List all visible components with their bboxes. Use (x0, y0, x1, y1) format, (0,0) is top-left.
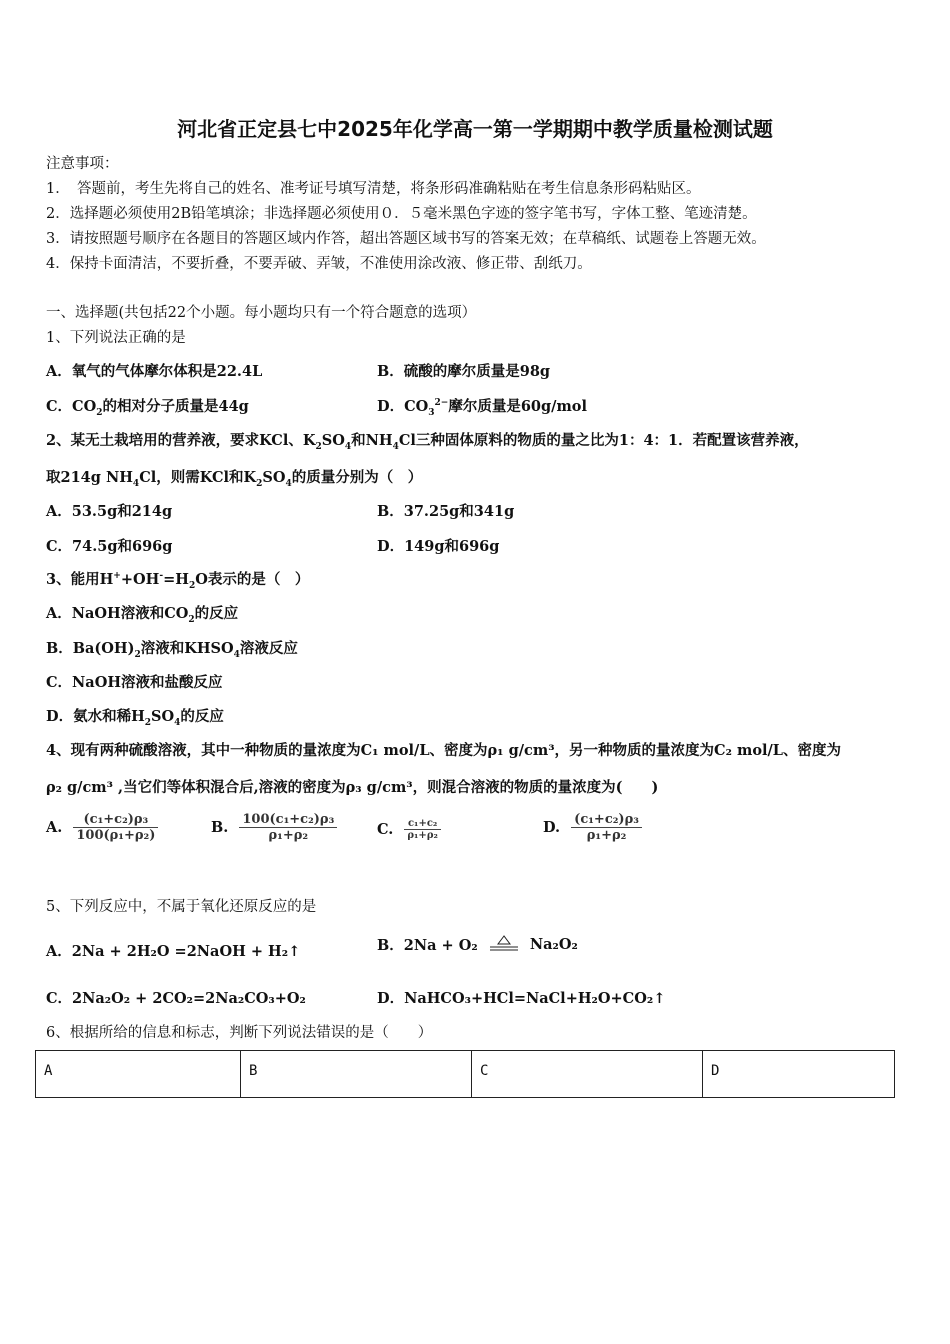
q1-option-d: D．$CO_3^{2-}$摩尔质量是60g/mol (377, 398, 587, 418)
notice-item: 1． 答题前，考生先将自己的姓名、准考证号填写清楚，将条形码准确粘贴在考生信息条形码粘贴区。 (46, 181, 701, 197)
q2-option-d: D．149g和696g (377, 538, 500, 555)
q6-table (35, 1050, 895, 1098)
q4-stem-line2: ρ₂ g/cm³ ,当它们等体积混合后,溶液的密度为ρ₃ g/cm³，则混合溶液的物质的量浓度为( ) (46, 779, 659, 796)
q3-option-a: A．NaOH溶液和$CO_2$的反应 (46, 605, 239, 625)
q5-option-c: C．2Na₂O₂ + 2CO₂=2Na₂CO₃+O₂ (46, 990, 306, 1007)
table-cell-a: A (36, 1051, 241, 1098)
q5-option-b: B．2Na + O₂ Na₂O₂ (377, 936, 578, 954)
fraction: $\frac{\text{(c₁+c₂)ρ₃}}{\text{ρ₁+ρ₂}}$ (571, 812, 642, 843)
q3-option-c: C．NaOH溶液和盐酸反应 (46, 674, 223, 691)
q6-stem: 6、根据所给的信息和标志，判断下列说法错误的是（ ） (46, 1025, 433, 1041)
q3-option-b: B．$Ba(OH)_2$溶液和$KHSO_4$溶液反应 (46, 640, 298, 660)
notice-heading: 注意事项： (46, 156, 119, 172)
q4-option-a: A. $\frac{\text{(c₁+c₂)ρ₃}}{\text{100(ρ₁+ρ₂)}}$ (46, 812, 158, 843)
q2-option-b: B．37.25g和341g (377, 503, 515, 520)
q5-option-d: D．NaHCO₃+HCl=NaCl+H₂O+CO₂↑ (377, 990, 666, 1007)
q1-option-b: B．硫酸的摩尔质量是98g (377, 363, 551, 380)
q2-option-c: C．74.5g和696g (46, 538, 173, 555)
q5-stem: 5、下列反应中，不属于氧化还原反应的是 (46, 899, 317, 915)
table-cell-c: C (472, 1051, 703, 1098)
q2-stem-line2: 取214g $NH_4Cl$，则需KCl和$K_2SO_4$的质量分别为（ ） (46, 469, 423, 489)
fraction: $\frac{\text{c₁+c₂}}{\text{ρ₁+ρ₂}}$ (404, 818, 440, 841)
table-row (36, 1051, 895, 1098)
q1-option-c: C．$CO_2$的相对分子质量是44g (46, 398, 249, 418)
q4-option-d: D. $\frac{\text{(c₁+c₂)ρ₃}}{\text{ρ₁+ρ₂}}$ (543, 812, 642, 843)
fraction: $\frac{\text{(c₁+c₂)ρ₃}}{\text{100(ρ₁+ρ₂)}}$ (73, 812, 158, 843)
notice-item: 2．选择题必须使用2B铅笔填涂；非选择题必须使用０．５毫米黑色字迹的签字笔书写，字体工整、笔迹清楚。 (46, 206, 757, 222)
q2-stem-line1: 2、某无土栽培用的营养液，要求KCl、$K_2SO_4$和$NH_4Cl$三种固体原料的物质的量之比为1：4：1．若配置该营养液， (46, 432, 809, 452)
fraction: $\frac{\text{100(c₁+c₂)ρ₃}}{\text{ρ₁+ρ₂}}$ (239, 812, 337, 843)
q3-option-d: D．氨水和稀$H_2SO_4$的反应 (46, 708, 224, 728)
q4-stem-line1: 4、现有两种硫酸溶液，其中一种物质的量浓度为C₁ mol/L、密度为ρ₁ g/cm³，另一种物质的量浓度为C₂ mol/L、密度为 (46, 742, 841, 759)
q5-option-a: A．2Na + 2H₂O =2NaOH + H₂↑ (46, 943, 301, 960)
q1-option-a: A．氧气的气体摩尔体积是22.4L (46, 363, 263, 380)
q3-stem: 3、能用$H^++OH^-=H_2O$表示的是（ ） (46, 571, 310, 591)
notice-item: 3．请按照题号顺序在各题目的答题区域内作答，超出答题区域书写的答案无效；在草稿纸、试题卷上答题无效。 (46, 231, 766, 247)
q4-option-b: B. $\frac{\text{100(c₁+c₂)ρ₃}}{\text{ρ₁+ρ₂}}$ (211, 812, 337, 843)
section-heading: 一、选择题(共包括22个小题。每小题均只有一个符合题意的选项） (46, 305, 477, 321)
table-cell-d: D (703, 1051, 895, 1098)
page-title: 河北省正定县七中2025年化学高一第一学期期中教学质量检测试题 (177, 117, 773, 141)
q2-option-a: A．53.5g和214g (46, 503, 173, 520)
heat-condition-icon (489, 935, 519, 955)
q4-option-c: C. $\frac{\text{c₁+c₂}}{\text{ρ₁+ρ₂}}$ (377, 818, 441, 841)
notice-item: 4．保持卡面清洁，不要折叠，不要弄破、弄皱，不准使用涂改液、修正带、刮纸刀。 (46, 256, 592, 272)
q1-stem: 1、下列说法正确的是 (46, 330, 186, 346)
table-cell-b: B (241, 1051, 472, 1098)
